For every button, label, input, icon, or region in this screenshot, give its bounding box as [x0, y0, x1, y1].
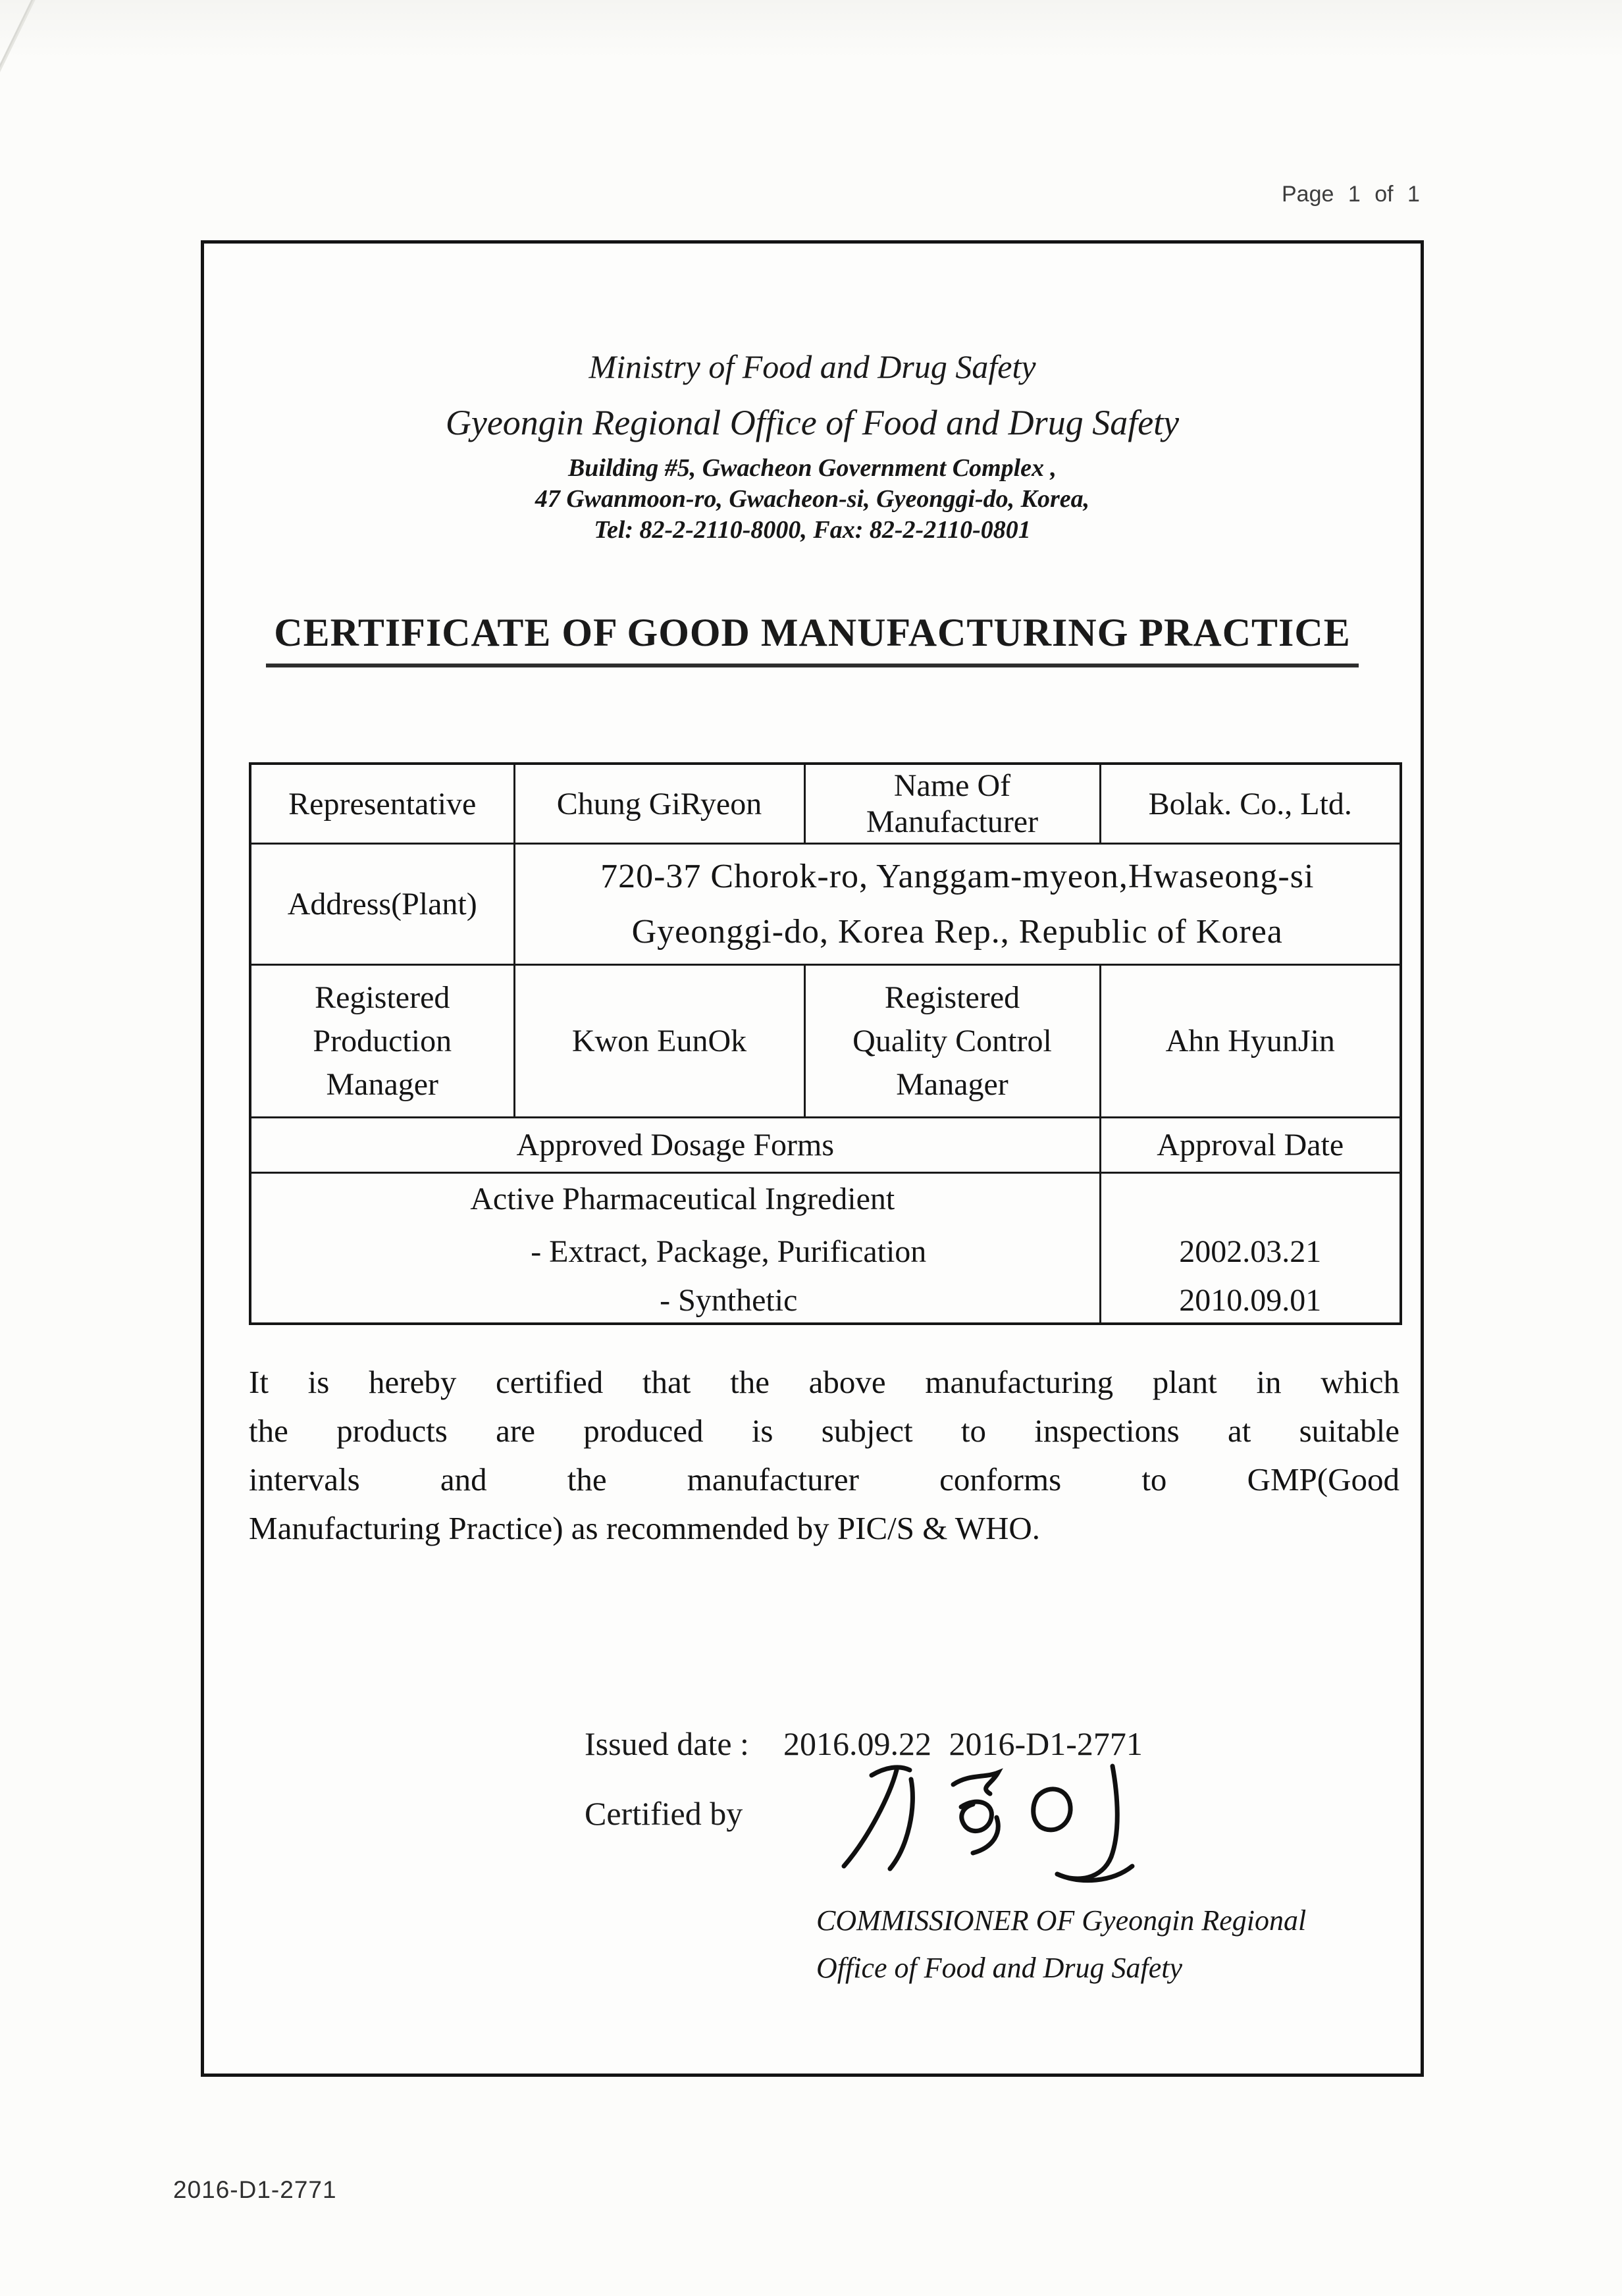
representative-value: Chung GiRyeon	[514, 764, 804, 844]
statement-line: Manufacturing Practice) as recommended by PIC/S & WHO.	[249, 1510, 1041, 1546]
dosage-forms-cell	[250, 1173, 1100, 1324]
production-manager-label: Registered Production Manager	[250, 965, 514, 1118]
plant-address-value	[514, 844, 1401, 965]
dosage-category: Active Pharmaceutical Ingredient	[470, 1182, 895, 1216]
manufacturer-label: Name Of Manufacturer	[804, 764, 1100, 844]
certificate-title: CERTIFICATE OF GOOD MANUFACTURING PRACTICE	[266, 607, 1359, 667]
commissioner-line2: Office of Food and Drug Safety	[816, 1952, 1183, 1984]
table-row	[250, 1173, 1401, 1324]
office-phone-fax: Tel: 82-2-2110-8000, Fax: 82-2-2110-0801	[594, 516, 1031, 544]
table-row	[250, 1118, 1401, 1173]
commissioner-line1: COMMISSIONER OF Gyeongin Regional	[816, 1904, 1307, 1937]
table-row	[250, 844, 1401, 965]
office-address-line1: Building #5, Gwacheon Government Complex ,	[567, 454, 1057, 482]
approval-dates-cell	[1100, 1173, 1401, 1324]
certificate-title-wrap	[204, 607, 1421, 667]
statement-line: It is hereby certified that the above manufacturing plant in which	[249, 1364, 1400, 1400]
approval-date: 2002.03.21	[1179, 1234, 1322, 1269]
issued-date-label: Issued date :	[585, 1725, 749, 1762]
plant-address-line1: 720-37 Chorok-ro, Yanggam-myeon,Hwaseong-si	[600, 857, 1315, 895]
certification-statement	[249, 1358, 1400, 1553]
representative-label: Representative	[250, 764, 514, 844]
commissioner-title	[816, 1897, 1306, 1992]
page-number: Page 1 of 1	[1282, 182, 1420, 207]
document-number: 2016-D1-2771	[173, 2176, 337, 2203]
approval-date: 2010.09.01	[1179, 1283, 1322, 1318]
dosage-item: - Synthetic	[660, 1283, 798, 1318]
quality-manager-value: Ahn HyunJin	[1100, 965, 1401, 1118]
plant-address-label: Address(Plant)	[250, 844, 514, 965]
office-address-line2: 47 Gwanmoon-ro, Gwacheon-si, Gyeonggi-do, Korea,	[535, 485, 1090, 513]
scan-artifact	[0, 0, 43, 130]
approval-date-header: Approval Date	[1100, 1118, 1401, 1173]
issued-date-value: 2016.09.22 2016-D1-2771	[783, 1725, 1143, 1762]
certificate-info-table	[249, 762, 1402, 1325]
certificate-border	[201, 240, 1424, 2077]
scan-artifact	[0, 0, 39, 75]
certified-by-label: Certified by	[585, 1795, 743, 1832]
signature-graphic	[831, 1754, 1140, 1892]
ministry-name: Ministry of Food and Drug Safety	[589, 348, 1036, 385]
statement-line: intervals and the manufacturer conforms to GMP(Good	[249, 1461, 1400, 1498]
plant-address-line2: Gyeonggi-do, Korea Rep., Republic of Korea	[631, 912, 1283, 951]
manufacturer-value: Bolak. Co., Ltd.	[1100, 764, 1401, 844]
regional-office-name: Gyeongin Regional Office of Food and Drug Safety	[445, 403, 1180, 442]
table-row	[250, 965, 1401, 1118]
production-manager-value: Kwon EunOk	[514, 965, 804, 1118]
table-row	[250, 764, 1401, 844]
letterhead	[204, 341, 1421, 546]
dosage-item: - Extract, Package, Purification	[531, 1234, 927, 1269]
quality-manager-label: Registered Quality Control Manager	[804, 965, 1100, 1118]
dosage-forms-header: Approved Dosage Forms	[250, 1118, 1100, 1173]
statement-line: the products are produced is subject to inspections at suitable	[249, 1413, 1400, 1449]
